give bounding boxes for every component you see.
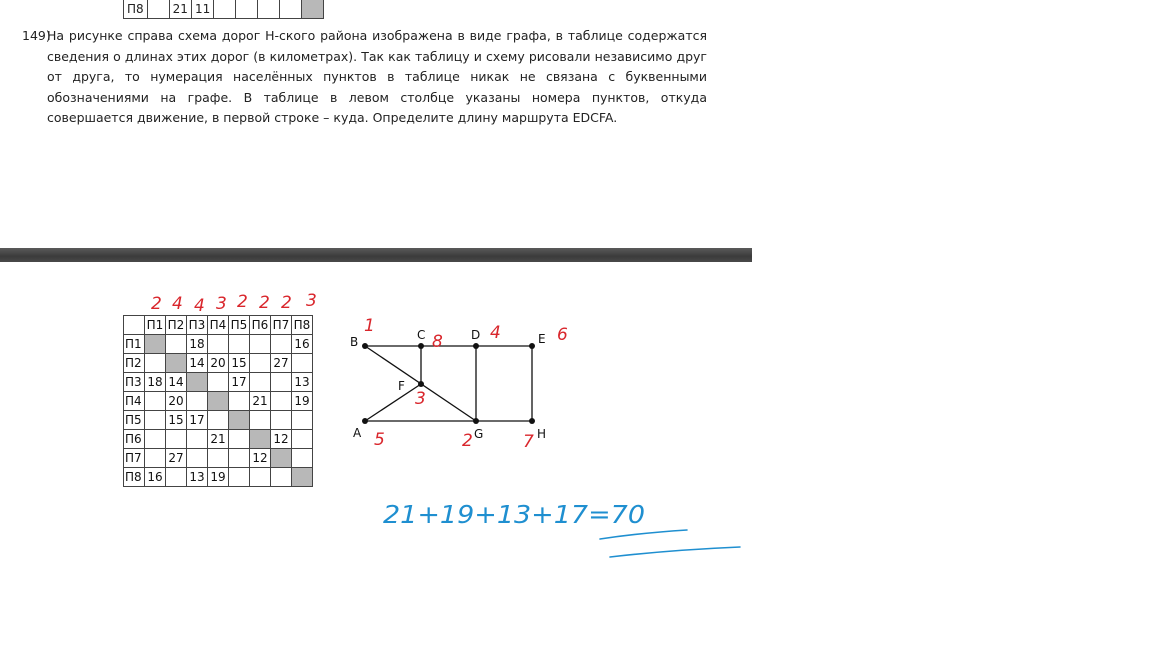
degree-mark: 3	[216, 294, 227, 314]
table-cell: 13	[187, 468, 208, 487]
node-B	[362, 343, 368, 349]
node-mark-F: 3	[415, 389, 426, 409]
table-cell: 16	[292, 335, 313, 354]
node-label-C: C	[417, 328, 426, 342]
table-cell: 14	[187, 354, 208, 373]
table-cell: 20	[208, 354, 229, 373]
node-A	[362, 418, 368, 424]
table-cell: 17	[229, 373, 250, 392]
node-mark-C: 8	[432, 332, 443, 352]
node-label-H: H	[537, 427, 547, 441]
table-cell: 17	[187, 411, 208, 430]
row-header: П8	[124, 468, 145, 487]
column-header: П1	[145, 316, 166, 335]
table-cell: 18	[145, 373, 166, 392]
table-cell: 21	[250, 392, 271, 411]
column-header: П8	[292, 316, 313, 335]
degree-mark: 2	[151, 294, 162, 314]
table-cell: 21	[169, 0, 191, 19]
column-header: П6	[250, 316, 271, 335]
table-cell: 12	[271, 430, 292, 449]
node-mark-A: 5	[374, 430, 385, 450]
table-cell: 21	[208, 430, 229, 449]
table-cell: 12	[250, 449, 271, 468]
degree-mark: 3	[306, 291, 317, 311]
row-header: П3	[124, 373, 145, 392]
problem-text: На рисунке справа схема дорог Н-ского района изображена в виде графа, в таблице содержатся сведения о длинах этих дорог (в километрах). Так как таблицу и схему рисовали независимо друг от друга, то нумерация населённых пунктов в таблице никак не связана с буквенными обозначениями на графе. В таблице в левом столбце указаны номера пунктов, откуда совершается движение, в первой строке – куда. Определите длину маршрута EDCFA.	[47, 28, 707, 126]
table-cell: 16	[145, 468, 166, 487]
node-D	[473, 343, 479, 349]
node-E	[529, 343, 535, 349]
node-label-A: A	[353, 426, 362, 440]
graph-nodes	[362, 343, 535, 424]
node-label-E: E	[538, 332, 546, 346]
problem-number: 149)	[22, 28, 51, 43]
table-cell: 27	[166, 449, 187, 468]
row-header: П4	[124, 392, 145, 411]
column-header: П4	[208, 316, 229, 335]
column-header: П7	[271, 316, 292, 335]
node-G	[473, 418, 479, 424]
node-mark-H: 7	[523, 432, 534, 452]
table-cell: 19	[208, 468, 229, 487]
table-cell: 27	[271, 354, 292, 373]
column-header: П5	[229, 316, 250, 335]
row-header: П7	[124, 449, 145, 468]
table-cell: 15	[166, 411, 187, 430]
degree-annotations	[151, 291, 317, 316]
node-label-B: B	[350, 335, 359, 349]
row-header: П5	[124, 411, 145, 430]
degree-mark: 2	[237, 292, 248, 312]
answer-underline-2	[610, 547, 740, 557]
node-F	[418, 381, 424, 387]
table-cell: 11	[191, 0, 213, 19]
handwritten-equation: 21+19+13+17=70	[383, 500, 645, 529]
node-C	[418, 343, 424, 349]
column-header: П3	[187, 316, 208, 335]
graph-edges	[365, 346, 532, 421]
node-mark-D: 4	[490, 323, 501, 343]
table-cell: 15	[229, 354, 250, 373]
node-mark-G: 2	[462, 431, 473, 451]
row-header: П1	[124, 335, 145, 354]
column-header: П2	[166, 316, 187, 335]
table-cell: 18	[187, 335, 208, 354]
node-label-F: F	[398, 379, 405, 393]
answer-underline-1	[600, 530, 687, 539]
degree-mark: 2	[259, 293, 270, 313]
row-header: П2	[124, 354, 145, 373]
table-cell: 13	[292, 373, 313, 392]
table-cell: 20	[166, 392, 187, 411]
node-label-G: G	[474, 427, 484, 441]
table-cell: 19	[292, 392, 313, 411]
node-mark-E: 6	[557, 325, 568, 345]
node-label-D: D	[471, 328, 481, 342]
node-H	[529, 418, 535, 424]
degree-mark: 4	[194, 296, 205, 316]
row-header: П6	[124, 430, 145, 449]
node-mark-B: 1	[364, 316, 375, 336]
degree-mark: 2	[281, 293, 292, 313]
table-cell: 14	[166, 373, 187, 392]
row-label: П8	[124, 0, 148, 19]
edge-A-F	[365, 384, 421, 421]
degree-mark: 4	[172, 294, 183, 314]
